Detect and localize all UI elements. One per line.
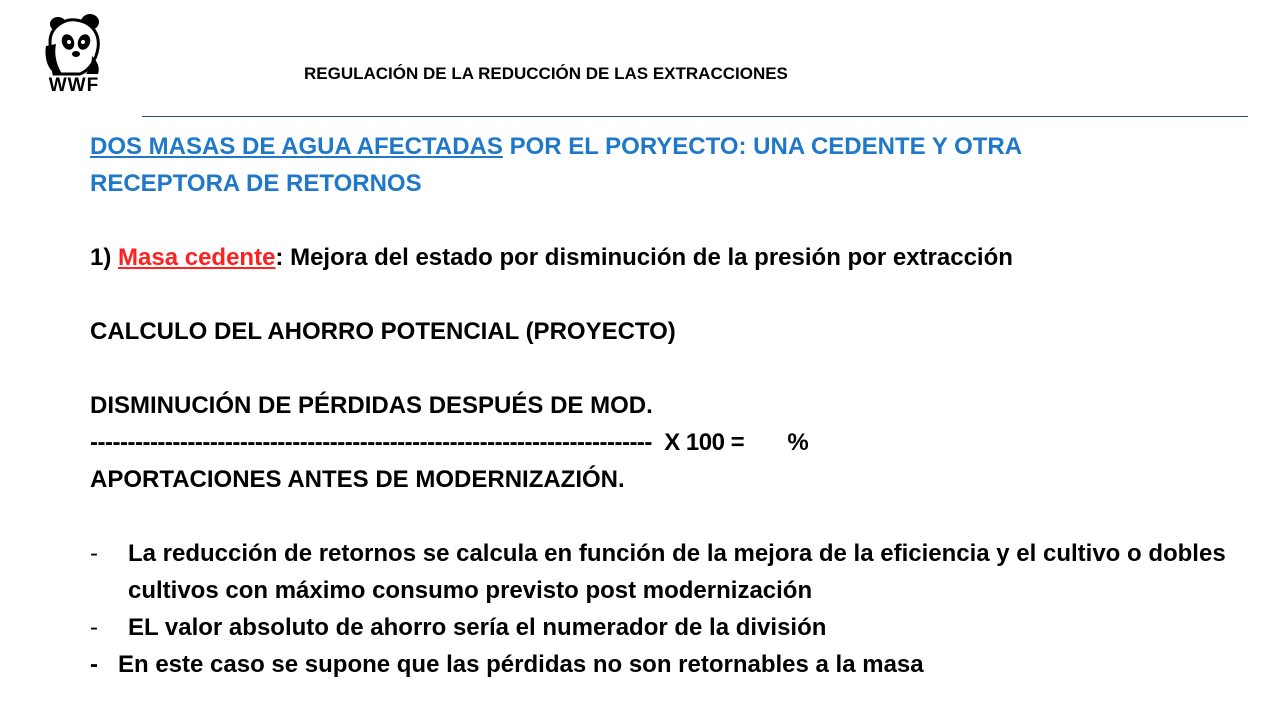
heading-line-2: RECEPTORA DE RETORNOS [90, 170, 422, 197]
heading-rest: POR EL PORYECTO: UNA CEDENTE Y OTRA [502, 133, 1023, 160]
header-divider [142, 116, 1248, 117]
last-line: - En este caso se supone que las pérdidas no son retornables a la masa [90, 651, 924, 678]
fraction-line: --------------------------------------------------------------------------- X 100 = % [90, 429, 809, 456]
bullet-text: La reducción de retornos se calcula en función de la mejora de la eficiencia y el cultivo o dobles cultivos con máximo consumo previsto post modernización [128, 540, 1226, 604]
heading-underlined: DOS MASAS DE AGUA AFECTADAS [90, 133, 503, 160]
slide-content [90, 128, 1240, 683]
bullet-item [90, 609, 1240, 646]
point-1-rest: : Mejora del estado por disminución de la presión por extracción [275, 244, 1013, 271]
heading-line-1 [90, 128, 1240, 165]
panda-icon [40, 12, 108, 76]
bullet-text: EL valor absoluto de ahorro sería el numerador de la división [128, 614, 827, 641]
wwf-logo [40, 12, 108, 94]
point-1-prefix: 1) [90, 244, 119, 271]
fraction-numerator: DISMINUCIÓN DE PÉRDIDAS DESPUÉS DE MOD. [90, 392, 653, 419]
bullet-dash: - [90, 540, 98, 567]
header-title: REGULACIÓN DE LA REDUCCIÓN DE LAS EXTRACCIONES [304, 64, 788, 83]
point-1 [90, 239, 1240, 276]
bullet-dash: - [90, 614, 98, 641]
fraction-denominator: APORTACIONES ANTES DE MODERNIZAZIÓN. [90, 466, 625, 493]
logo-text: WWF [48, 75, 100, 96]
calc-title: CALCULO DEL AHORRO POTENCIAL (PROYECTO) [90, 318, 676, 345]
bullet-item [90, 535, 1240, 609]
point-1-highlight: Masa cedente [118, 244, 276, 271]
